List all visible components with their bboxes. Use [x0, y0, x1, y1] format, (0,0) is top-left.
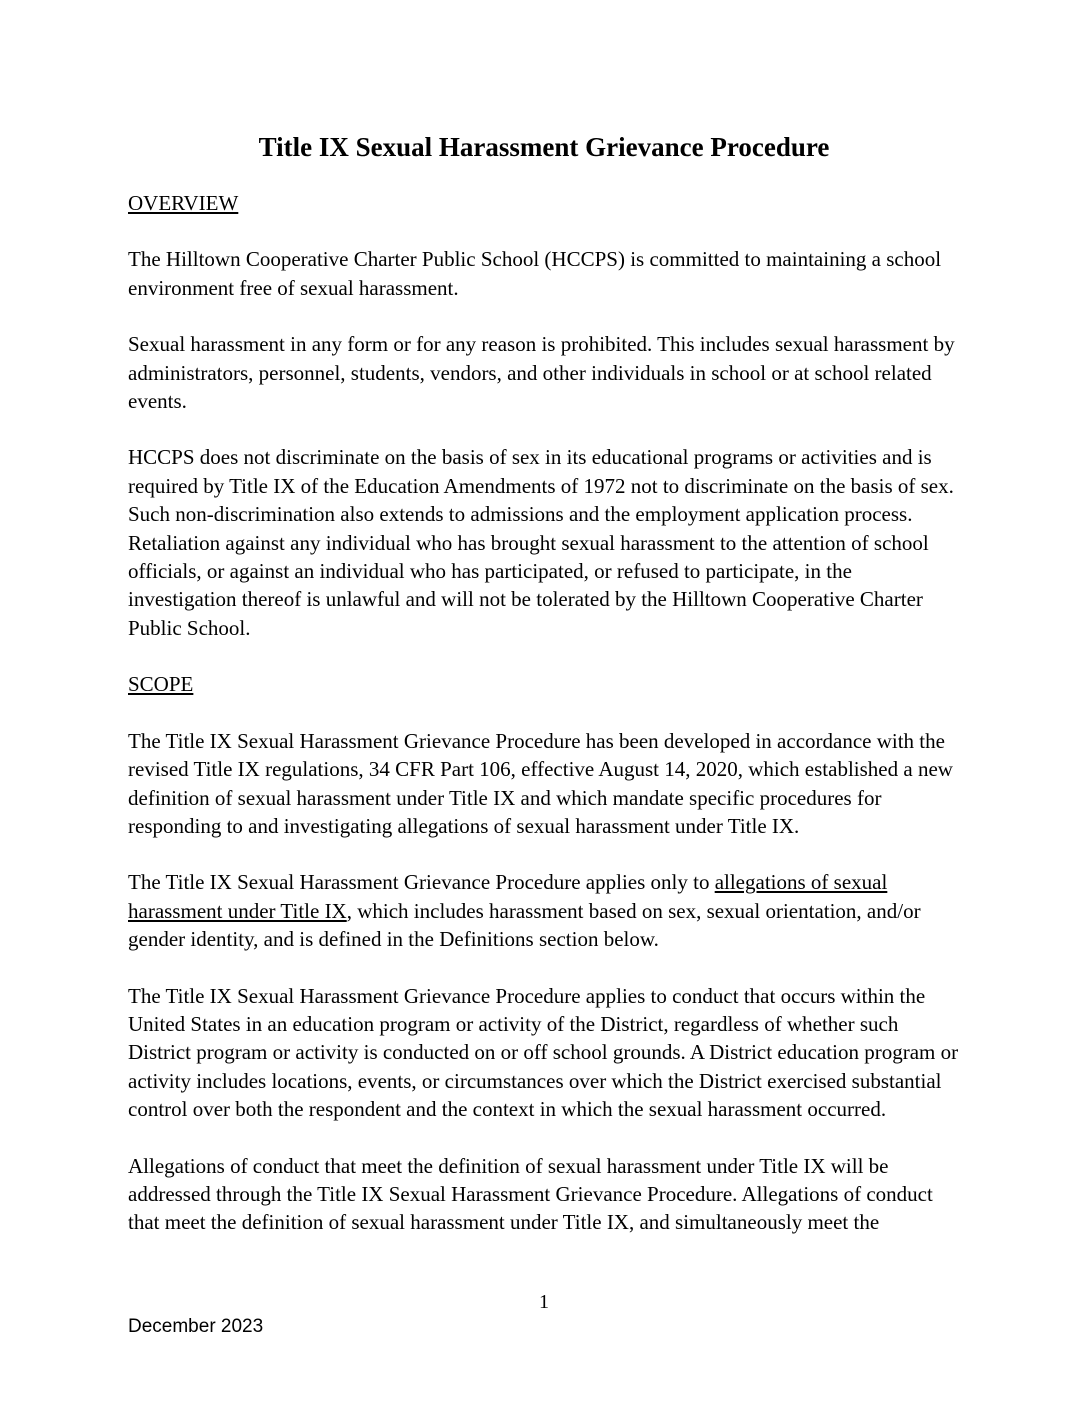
scope-paragraph-2-lead: The Title IX Sexual Harassment Grievance Procedure applies only to	[128, 870, 715, 895]
scope-paragraph-2	[128, 868, 960, 953]
document-title: Title IX Sexual Harassment Grievance Procedure	[258, 132, 830, 162]
document-body	[128, 132, 960, 1265]
section-heading-scope: SCOPE	[128, 672, 194, 697]
scope-paragraph-2-underlined-phrase: allegations of sexual harassment under Title IX	[128, 870, 888, 923]
scope-paragraph-3: The Title IX Sexual Harassment Grievance Procedure applies to conduct that occurs within the United States in an education program or activity of the District, regardless of whether such District program or activity is conducted on or off school grounds. A District education program or activity includes locations, events, or circumstances over which the District exercised substantial control over both the respondent and the context in which the sexual harassment occurred.	[128, 983, 959, 1122]
footer-date: December 2023	[128, 1316, 264, 1337]
scope-paragraph-2-rest: , which includes harassment based on sex, sexual orientation, and/or gender identity, and is defined in the Definitions section below.	[128, 898, 921, 952]
section-heading-overview: OVERVIEW	[128, 191, 239, 215]
page-number: 1	[539, 1291, 549, 1313]
overview-paragraph-3: HCCPS does not discriminate on the basis of sex in its educational programs or activities and is required by Title IX of the Education Amendments of 1972 not to discriminate on the basis of sex. Such non-discrimination also extends to admissions and the employment application process. Retaliation against any individual who has brought sexual harassment to the attention of school officials, or against an individual who has participated, or refused to participate, in the investigation thereof is unlawful and will not be tolerated by the Hilltown Cooperative Charter Public School.	[128, 445, 954, 640]
overview-paragraph-2: Sexual harassment in any form or for any reason is prohibited. This includes sexual harassment by administrators, personnel, students, vendors, and other individuals in school or at school related events.	[128, 332, 955, 414]
scope-paragraph-4: Allegations of conduct that meet the definition of sexual harassment under Title IX will be addressed through the Title IX Sexual Harassment Grievance Procedure. Allegations of conduct that meet the definition of sexual harassment under Title IX, and simultaneously meet the	[128, 1153, 933, 1235]
overview-paragraph-1: The Hilltown Cooperative Charter Public School (HCCPS) is committed to maintaining a school environment free of sexual harassment.	[128, 247, 942, 300]
scope-paragraph-1: The Title IX Sexual Harassment Grievance Procedure has been developed in accordance with the revised Title IX regulations, 34 CFR Part 106, effective August 14, 2020, which established a new definition of sexual harassment under Title IX and which mandate specific procedures for responding to and investigating allegations of sexual harassment under Title IX.	[128, 728, 953, 838]
